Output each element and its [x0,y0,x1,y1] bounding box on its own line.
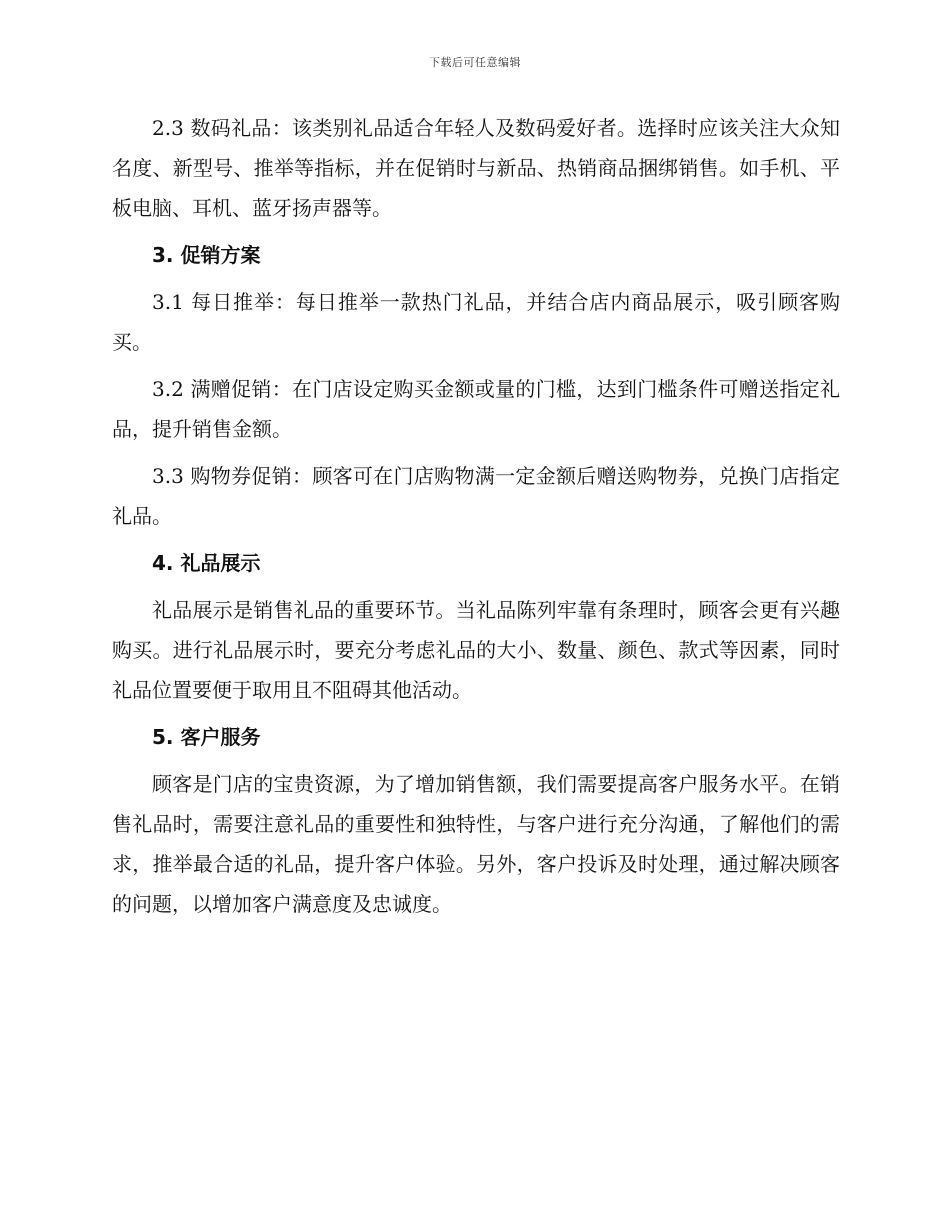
paragraph-digital-gifts: 2.3 数码礼品：该类别礼品适合年轻人及数码爱好者。选择时应该关注大众知名度、新型号、推举等指标，并在促销时与新品、热销商品捆绑销售。如手机、平板电脑、耳机、蓝牙扬声器等。 [112,116,840,220]
section-heading-gift-display: 4. 礼品展示 [152,551,261,575]
paragraph-gift-with-purchase: 3.2 满赠促销：在门店设定购买金额或量的门槛，达到门槛条件可赠送指定礼品，提升销售金额。 [112,377,840,441]
section-heading-customer-service: 5. 客户服务 [152,725,261,749]
paragraph-customer-service: 顾客是门店的宝贵资源，为了增加销售额，我们需要提高客户服务水平。在销售礼品时，需要注意礼品的重要性和独特性，与客户进行充分沟通，了解他们的需求，推举最合适的礼品，提升客户体验。另外，客户投诉及时处理，通过解决顾客的问题，以增加客户满意度及忠诚度。 [112,772,840,916]
paragraph-gift-display: 礼品展示是销售礼品的重要环节。当礼品陈列牢靠有条理时，顾客会更有兴趣购买。进行礼品展示时，要充分考虑礼品的大小、数量、颜色、款式等因素，同时礼品位置要便于取用且不阻碍其他活动。 [112,598,840,702]
section-heading-promotion: 3. 促销方案 [152,243,261,267]
paragraph-coupon-promotion: 3.3 购物券促销：顾客可在门店购物满一定金额后赠送购物券，兑换门店指定礼品。 [112,464,840,528]
paragraph-daily-recommendation: 3.1 每日推举：每日推举一款热门礼品，并结合店内商品展示，吸引顾客购买。 [112,290,840,354]
running-header: 下载后可任意编辑 [429,56,521,69]
document-body [112,108,840,931]
